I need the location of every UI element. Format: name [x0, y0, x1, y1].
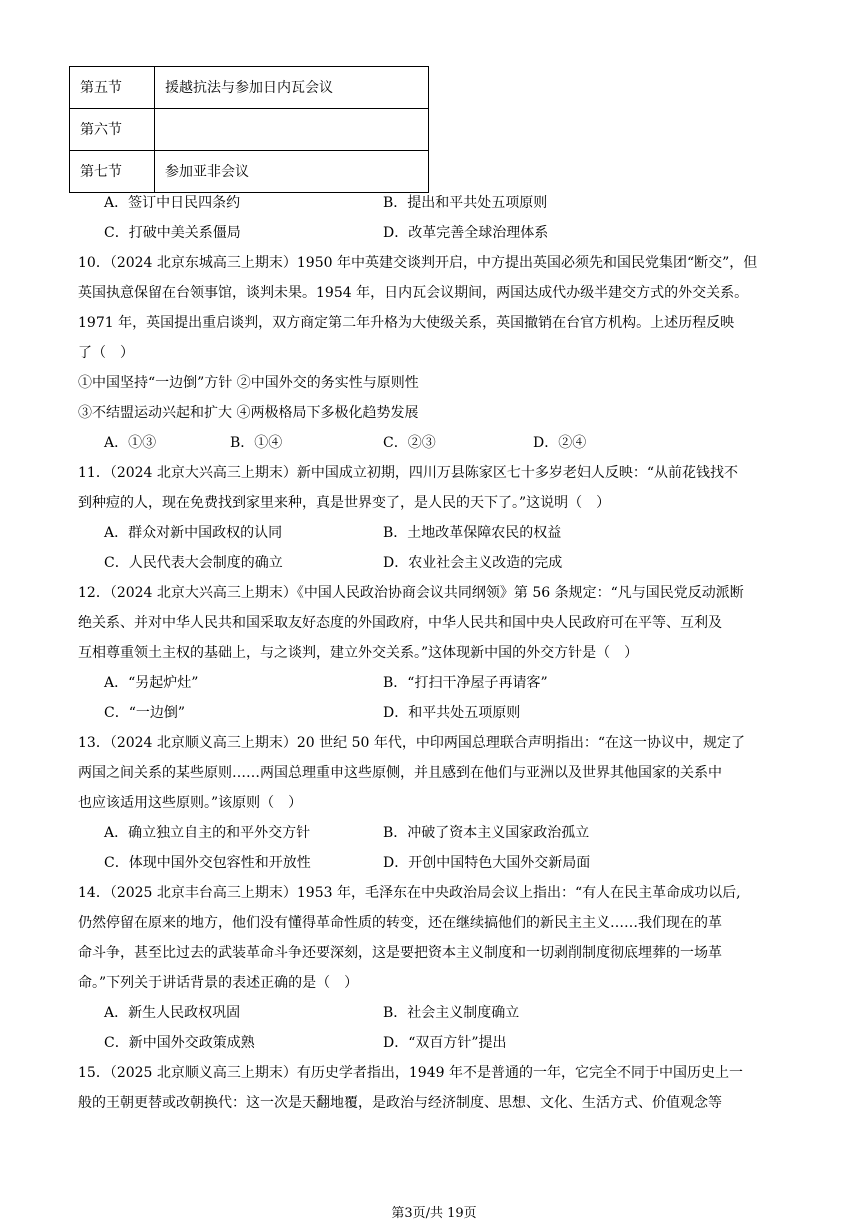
q11-text-line: 11．（2024 北京大兴高三上期末）新中国成立初期，四川万县陈家区七十多岁老妇人反映：“从前花钱找不: [78, 465, 739, 481]
q12-text-line: 12．（2024 北京大兴高三上期末）《中国人民政治协商会议共同纲领》第 56 条规定：“凡与国民党反动派断: [78, 585, 744, 601]
table-cell-section: 第五节: [70, 67, 155, 109]
table-cell-content: 参加亚非会议: [155, 151, 429, 193]
q12-text-line: 绝关系、并对中华人民共和国采取友好态度的外国政府，中华人民共和国中央人民政府可在平等、互利及: [78, 615, 722, 631]
q10-statement: ①中国坚持“一边倒”方针 ②中国外交的务实性与原则性: [78, 375, 419, 391]
section-table: [69, 66, 429, 193]
q12-option-d: D．和平共处五项原则: [383, 705, 521, 721]
q9-option-d: D．改革完善全球治理体系: [383, 225, 549, 241]
q15-text-line: 般的王朝更替或改朝换代：这一次是天翻地覆，是政治与经济制度、思想、文化、生活方式、价值观念等: [78, 1095, 722, 1111]
q11-option-b: B．土地改革保障农民的权益: [383, 525, 562, 541]
q14-option-b: B．社会主义制度确立: [383, 1005, 520, 1021]
table-cell-section: 第七节: [70, 151, 155, 193]
q13-option-d: D．开创中国特色大国外交新局面: [383, 855, 591, 871]
q10-option-a: A．①③: [104, 435, 157, 451]
page-footer: 第3页/共 19页: [391, 1206, 477, 1221]
q12-option-c: C．“一边倒”: [104, 705, 186, 721]
q14-option-d: D．“双百方针”提出: [383, 1035, 507, 1051]
q11-option-a: A．群众对新中国政权的认同: [104, 525, 283, 541]
q11-option-c: C．人民代表大会制度的确立: [104, 555, 283, 571]
q12-option-b: B．“打扫干净屋子再请客”: [383, 675, 548, 691]
q14-text-line: 仍然停留在原来的地方，他们没有懂得革命性质的转变，还在继续搞他们的新民主主义……我们现在的革: [78, 915, 722, 931]
q11-option-d: D．农业社会主义改造的完成: [383, 555, 563, 571]
table-row: [70, 109, 429, 151]
q13-text-line: 两国之间关系的某些原则……两国总理重申这些原侧，并且感到在他们与亚洲以及世界其他国家的关系中: [78, 765, 722, 781]
q13-text-line: 也应该适用这些原则。”该原则（ ）: [78, 795, 303, 811]
table-cell-content: 援越抗法与参加日内瓦会议: [155, 67, 429, 109]
q10-text-line: 10．（2024 北京东城高三上期末）1950 年中英建交谈判开启，中方提出英国必须先和国民党集团“断交”，但: [78, 255, 758, 271]
q15-text-line: 15．（2025 北京顺义高三上期末）有历史学者指出，1949 年不是普通的一年，它完全不同于中国历史上一: [78, 1065, 743, 1081]
q14-option-a: A．新生人民政权巩固: [104, 1005, 241, 1021]
q10-option-b: B．①④: [230, 435, 283, 451]
q12-text-line: 互相尊重领土主权的基础上，与之谈判，建立外交关系。”这体现新中国的外交方针是（ ）: [78, 645, 639, 661]
q13-text-line: 13．（2024 北京顺义高三上期末）20 世纪 50 年代，中印两国总理联合声明指出：“在这一协议中，规定了: [78, 735, 746, 751]
table-cell-content: [155, 109, 429, 151]
q9-option-a: A．签订中日民四条约: [104, 195, 241, 211]
q10-text-line: 1971 年，英国提出重启谈判，双方商定第二年升格为大使级关系，英国撤销在台官方机构。上述历程反映: [78, 315, 735, 331]
q13-option-b: B．冲破了资本主义国家政治孤立: [383, 825, 590, 841]
q14-text-line: 命斗争，甚至比过去的武装革命斗争还要深刻，这是要把资本主义制度和一切剥削制度彻底埋葬的一场革: [78, 945, 722, 961]
q14-text-line: 14．（2025 北京丰台高三上期末）1953 年，毛泽东在中央政治局会议上指出：“有人在民主革命成功以后,: [78, 885, 741, 901]
q14-text-line: 命。”下列关于讲话背景的表述正确的是（ ）: [78, 975, 359, 991]
table-cell-section: 第六节: [70, 109, 155, 151]
q13-option-c: C．体现中国外交包容性和开放性: [104, 855, 311, 871]
q11-text-line: 到种痘的人，现在免费找到家里来种，真是世界变了，是人民的天下了。”这说明（ ）: [78, 495, 611, 511]
q12-option-a: A．“另起炉灶”: [104, 675, 199, 691]
q10-option-d: D．②④: [533, 435, 587, 451]
q10-text-line: 了（ ）: [78, 345, 134, 361]
table-row: [70, 151, 429, 193]
q10-statement: ③不结盟运动兴起和扩大 ④两极格局下多极化趋势发展: [78, 405, 419, 421]
q13-option-a: A．确立独立自主的和平外交方针: [104, 825, 311, 841]
q10-option-c: C．②③: [383, 435, 436, 451]
q10-text-line: 英国执意保留在台领事馆，谈判未果。1954 年，日内瓦会议期间，两国达成代办级半建交方式的外交关系。: [78, 285, 749, 301]
table-row: [70, 67, 429, 109]
q14-option-c: C．新中国外交政策成熟: [104, 1035, 255, 1051]
q9-option-b: B．提出和平共处五项原则: [383, 195, 548, 211]
q9-option-c: C．打破中美关系僵局: [104, 225, 241, 241]
